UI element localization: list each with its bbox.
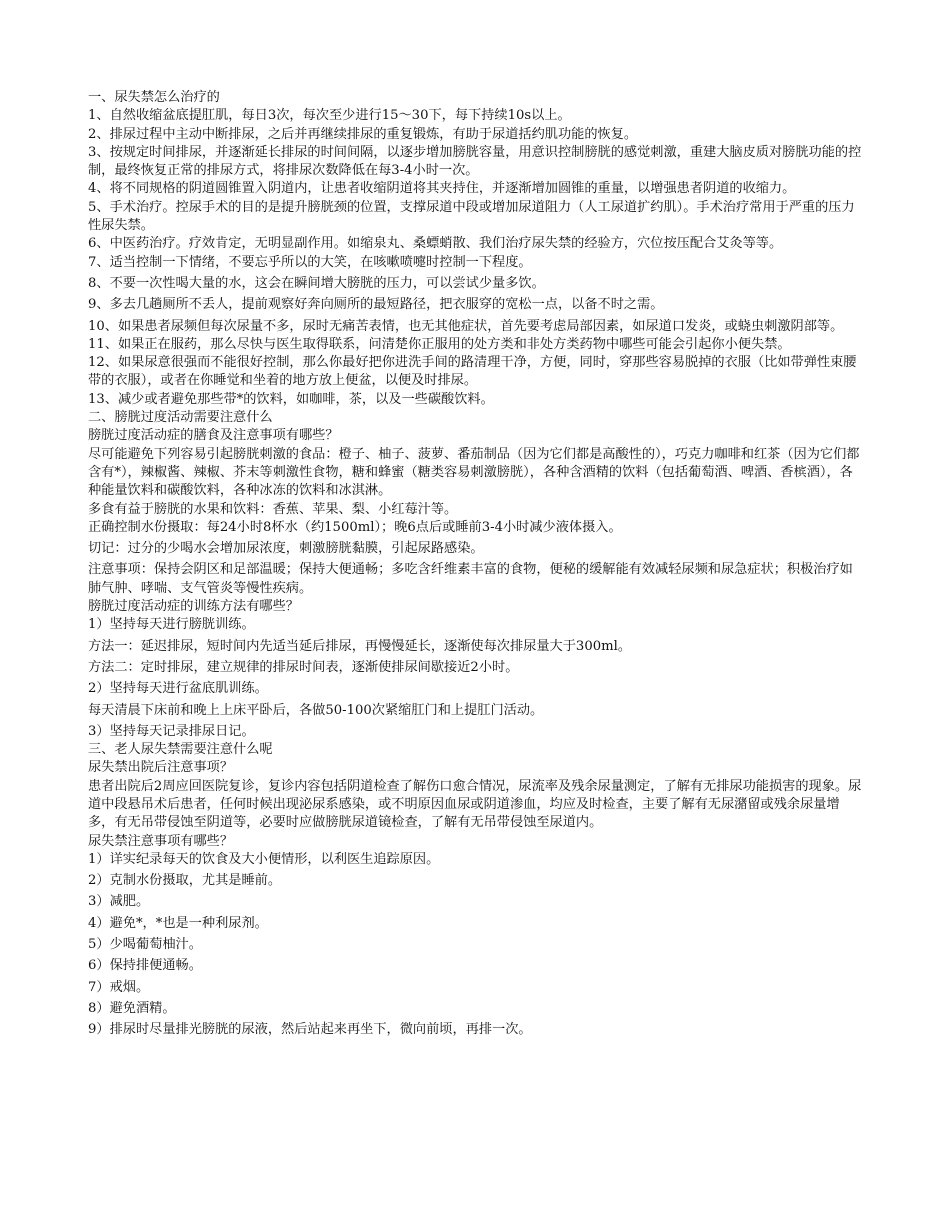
paragraph: 5、手术治疗。控尿手术的目的是提升膀胱颈的位置，支撑尿道中段或增加尿道阻力（人工尿道扩约肌）。手术治疗常用于严重的压力性尿失禁。: [88, 199, 855, 234]
paragraph: 13、减少或者避免那些带*的饮料，如咖啡，茶，以及一些碳酸饮料。: [88, 391, 494, 407]
section-heading-1: 一、尿失禁怎么治疗的: [88, 90, 220, 105]
paragraph: 多食有益于膀胱的水果和饮料：香蕉、苹果、梨、小红莓汁等。: [88, 501, 458, 517]
paragraph: 6、中医药治疗。疗效肯定，无明显副作用。如缩泉丸、桑螵蛸散、我们治疗尿失禁的经验方，穴位按压配合艾灸等等。: [88, 236, 783, 252]
paragraph: 方法一：延迟排尿，短时间内先适当延后排尿，再慢慢延长，逐渐使每次排尿量大于300ml。: [88, 638, 632, 654]
list-item: 1）详实纪录每天的饮食及大小便情形，以利医生追踪原因。: [88, 851, 440, 867]
subheading: 膀胱过度活动症的膳食及注意事项有哪些？: [88, 428, 339, 444]
section-heading-2: 二、膀胱过度活动需要注意什么: [88, 410, 273, 426]
paragraph: 患者出院后2周应回医院复诊，复诊内容包括阴道检查了解伤口愈合情况，尿流率及残余尿量测定，了解有无排尿功能损害的现象。尿道中段悬吊术后患者，任何时候出现泌尿系感染，或不明原因血尿或阴道渗血，均应及时检查，主要了解有无尿潴留或残余尿量增多，有无吊带侵蚀至阴道等，必要时应做膀胱尿道镜检查，了解有无吊带侵蚀至尿道内。: [88, 778, 862, 831]
list-item: 8）避免酒精。: [88, 1000, 176, 1016]
section-heading-3: 三、老人尿失禁需要注意什么呢: [88, 742, 273, 758]
paragraph: 12、如果尿意很强而不能很好控制，那么你最好把你进洗手间的路清理干净，方便，同时，穿那些容易脱掉的衣服（比如带弹性束腰带的衣服），或者在你睡觉和坐着的地方放上便盆，以便及时排尿。: [88, 355, 857, 389]
paragraph: 2、排尿过程中主动中断排尿，之后并再继续排尿的重复锻炼，有助于尿道括约肌功能的恢复。: [88, 126, 638, 142]
subheading: 膀胱过度活动症的训练方法有哪些？: [88, 599, 299, 615]
paragraph: 注意事项：保持会阴区和足部温暖；保持大便通畅；多吃含纤维素丰富的食物，便秘的缓解能有效减轻尿频和尿急症状；积极治疗如肺气肿、哮喘、支气管炎等慢性疾病。: [88, 562, 853, 596]
subheading: 尿失禁注意事项有哪些？: [88, 833, 234, 849]
paragraph: 4、将不同规格的阴道圆锥置入阴道内，让患者收缩阴道将其夹持住，并逐渐增加圆锥的重量，以增强患者阴道的收缩力。: [88, 181, 796, 197]
paragraph: 11、如果正在服药，那么尽快与医生取得联系，问清楚你正服用的处方类和非处方类药物中哪些可能会引起你小便失禁。: [88, 336, 791, 352]
document-body: [88, 89, 862, 1040]
paragraph: 正确控制水份摄取：每24小时8杯水（约1500ml）；晚6点后或睡前3-4小时减少液体摄入。: [88, 519, 622, 535]
paragraph: 方法二：定时排尿，建立规律的排尿时间表，逐渐使排尿间歇接近2小时。: [88, 659, 519, 675]
paragraph: 每天清晨下床前和晚上上床平卧后，各做50-100次紧缩肛门和上提肛门活动。: [88, 702, 544, 718]
paragraph: 3、按规定时间排尿，并逐渐延长排尿的时间间隔，以逐步增加膀胱容量，用意识控制膀胱的感觉刺激，重建大脑皮质对膀胱功能的控制，最终恢复正常的排尿方式，将排尿次数降低在每3-4小时一次。: [88, 144, 862, 179]
paragraph: 1、自然收缩盆底提肛肌，每日3次，每次至少进行15～30下，每下持续10s以上。: [88, 108, 571, 124]
list-item: 1）坚持每天进行膀胱训练。: [88, 617, 255, 633]
paragraph: 7、适当控制一下情绪，不要忘乎所以的大笑，在咳嗽喷嚏时控制一下程度。: [88, 254, 532, 270]
list-item: 3）坚持每天记录排尿日记。: [88, 723, 255, 739]
paragraph: 9、多去几趟厕所不丢人，提前观察好奔向厕所的最短路径，把衣服穿的宽松一点，以备不时之需。: [88, 297, 664, 313]
paragraph: 尽可能避免下列容易引起膀胱刺激的食品：橙子、柚子、菠萝、番茄制品（因为它们都是高酸性的），巧克力咖啡和红茶（因为它们都含有*），辣椒酱、辣椒、芥末等刺激性食物，糖和蜂蜜（糖类容易刺激膀胱），各种含酒精的饮料（包括葡萄酒、啤酒、香槟酒），各种能量饮料和碳酸饮料，各种冰冻的饮料和冰淇淋。: [88, 446, 860, 499]
list-item: 2）克制水份摄取，尤其是睡前。: [88, 873, 282, 889]
list-item: 7）戒烟。: [88, 979, 150, 995]
list-item: 9）排尿时尽量排光膀胱的尿液，然后站起来再坐下，微向前顷，再排一次。: [88, 1022, 532, 1038]
list-item: 2）坚持每天进行盆底肌训练。: [88, 681, 268, 697]
list-item: 6）保持排便通畅。: [88, 958, 202, 974]
paragraph: 10、如果患者尿频但每次尿量不多，尿时无痛苦表情，也无其他症状，首先要考虑局部因素，如尿道口发炎，或蛲虫刺激阴部等。: [88, 318, 844, 334]
paragraph: 8、不要一次性喝大量的水，这会在瞬间增大膀胱的压力，可以尝试少量多饮。: [88, 275, 545, 291]
list-item: 4）避免*，*也是一种利尿剂。: [88, 915, 268, 931]
list-item: 5）少喝葡萄柚汁。: [88, 937, 202, 953]
list-item: 3）减肥。: [88, 894, 150, 910]
subheading: 尿失禁出院后注意事项？: [88, 760, 234, 776]
paragraph: 切记：过分的少喝水会增加尿浓度，刺激膀胱黏膜，引起尿路感染。: [88, 541, 484, 557]
